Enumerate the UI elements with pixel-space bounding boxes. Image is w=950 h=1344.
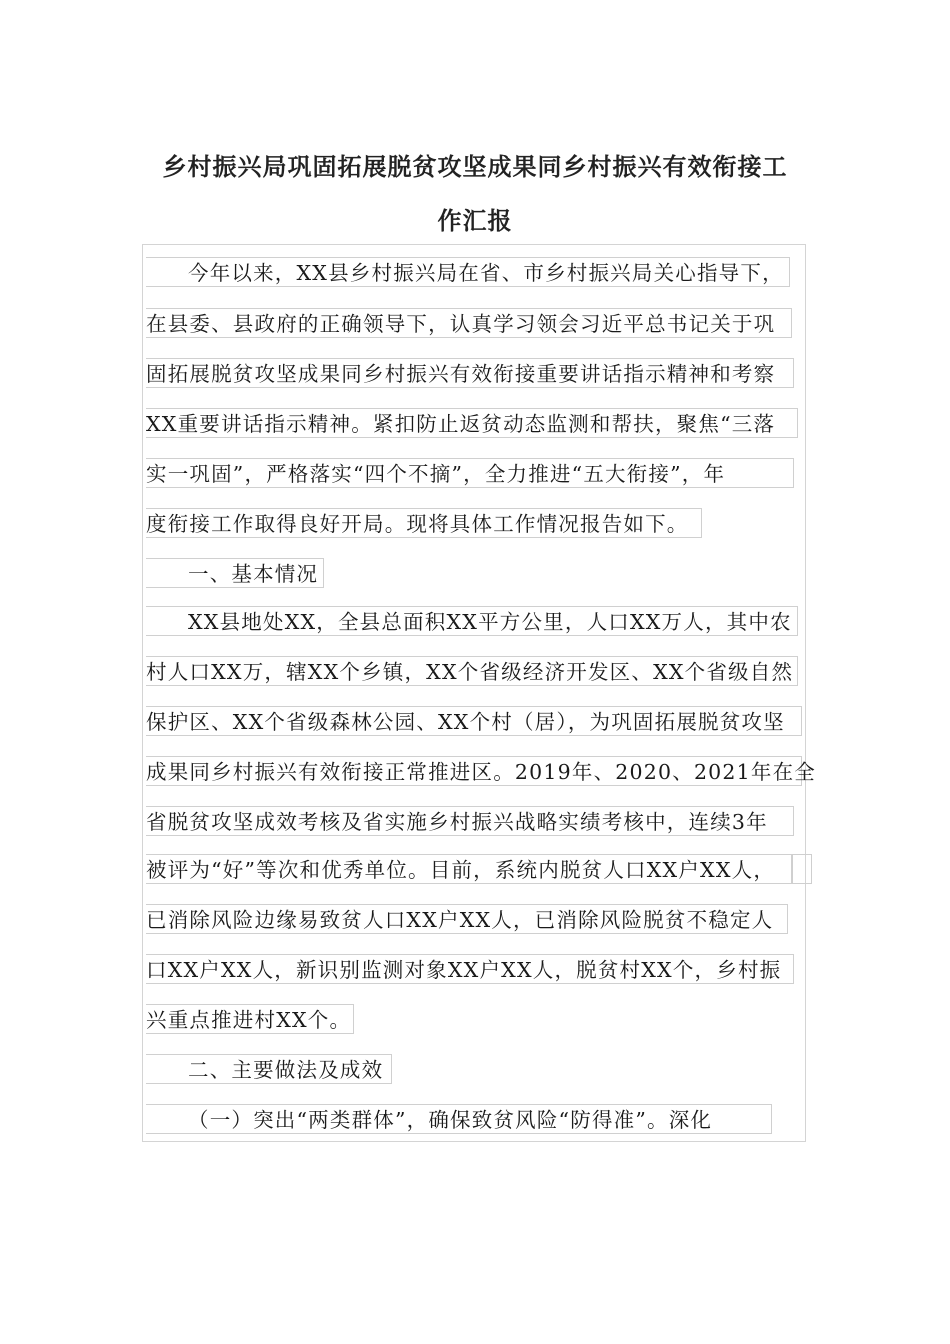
paragraph-line: XX县地处XX，全县总面积XX平方公里，人口XX万人，其中农 [146, 606, 798, 636]
paragraph-line: 已消除风险边缘易致贫人口XX户XX人，已消除风险脱贫不稳定人 [146, 904, 788, 934]
paragraph-line: XX重要讲话指示精神。紧扣防止返贫动态监测和帮扶，聚焦“三落 [146, 408, 798, 438]
document-title [140, 140, 810, 248]
paragraph-line: 成果同乡村振兴有效衔接正常推进区。2019年、2020、2021年在全 [146, 756, 802, 786]
paragraph-line: 实一巩固”，严格落实“四个不摘”，全力推进“五大衔接”，年 [146, 458, 794, 488]
paragraph-line: 口XX户XX人，新识别监测对象XX户XX人，脱贫村XX个，乡村振 [146, 954, 794, 984]
paragraph-line: 固拓展脱贫攻坚成果同乡村振兴有效衔接重要讲话指示精神和考察 [146, 358, 794, 388]
paragraph-line: 村人口XX万，辖XX个乡镇，XX个省级经济开发区、XX个省级自然 [146, 656, 798, 686]
text-cursor-box [792, 854, 812, 884]
title-line-1: 乡村振兴局巩固拓展脱贫攻坚成果同乡村振兴有效衔接工 [162, 153, 788, 181]
paragraph-line: 被评为“好”等次和优秀单位。目前，系统内脱贫人口XX户XX人， [146, 854, 792, 884]
paragraph-line: 今年以来，XX县乡村振兴局在省、市乡村振兴局关心指导下， [146, 257, 790, 287]
title-line-2: 作汇报 [437, 207, 513, 235]
section-heading: 一、基本情况 [146, 558, 324, 588]
paragraph-line: （一）突出“两类群体”，确保致贫风险“防得准”。深化 [146, 1104, 772, 1134]
paragraph-line: 省脱贫攻坚成效考核及省实施乡村振兴战略实绩考核中，连续3年 [146, 806, 794, 836]
paragraph-line: 度衔接工作取得良好开局。现将具体工作情况报告如下。 [146, 508, 702, 538]
paragraph-line: 在县委、县政府的正确领导下，认真学习领会习近平总书记关于巩 [146, 308, 792, 338]
paragraph-line: 保护区、XX个省级森林公园、XX个村（居），为巩固拓展脱贫攻坚 [146, 706, 802, 736]
paragraph-line: 兴重点推进村XX个。 [146, 1004, 354, 1034]
section-heading: 二、主要做法及成效 [146, 1054, 392, 1084]
